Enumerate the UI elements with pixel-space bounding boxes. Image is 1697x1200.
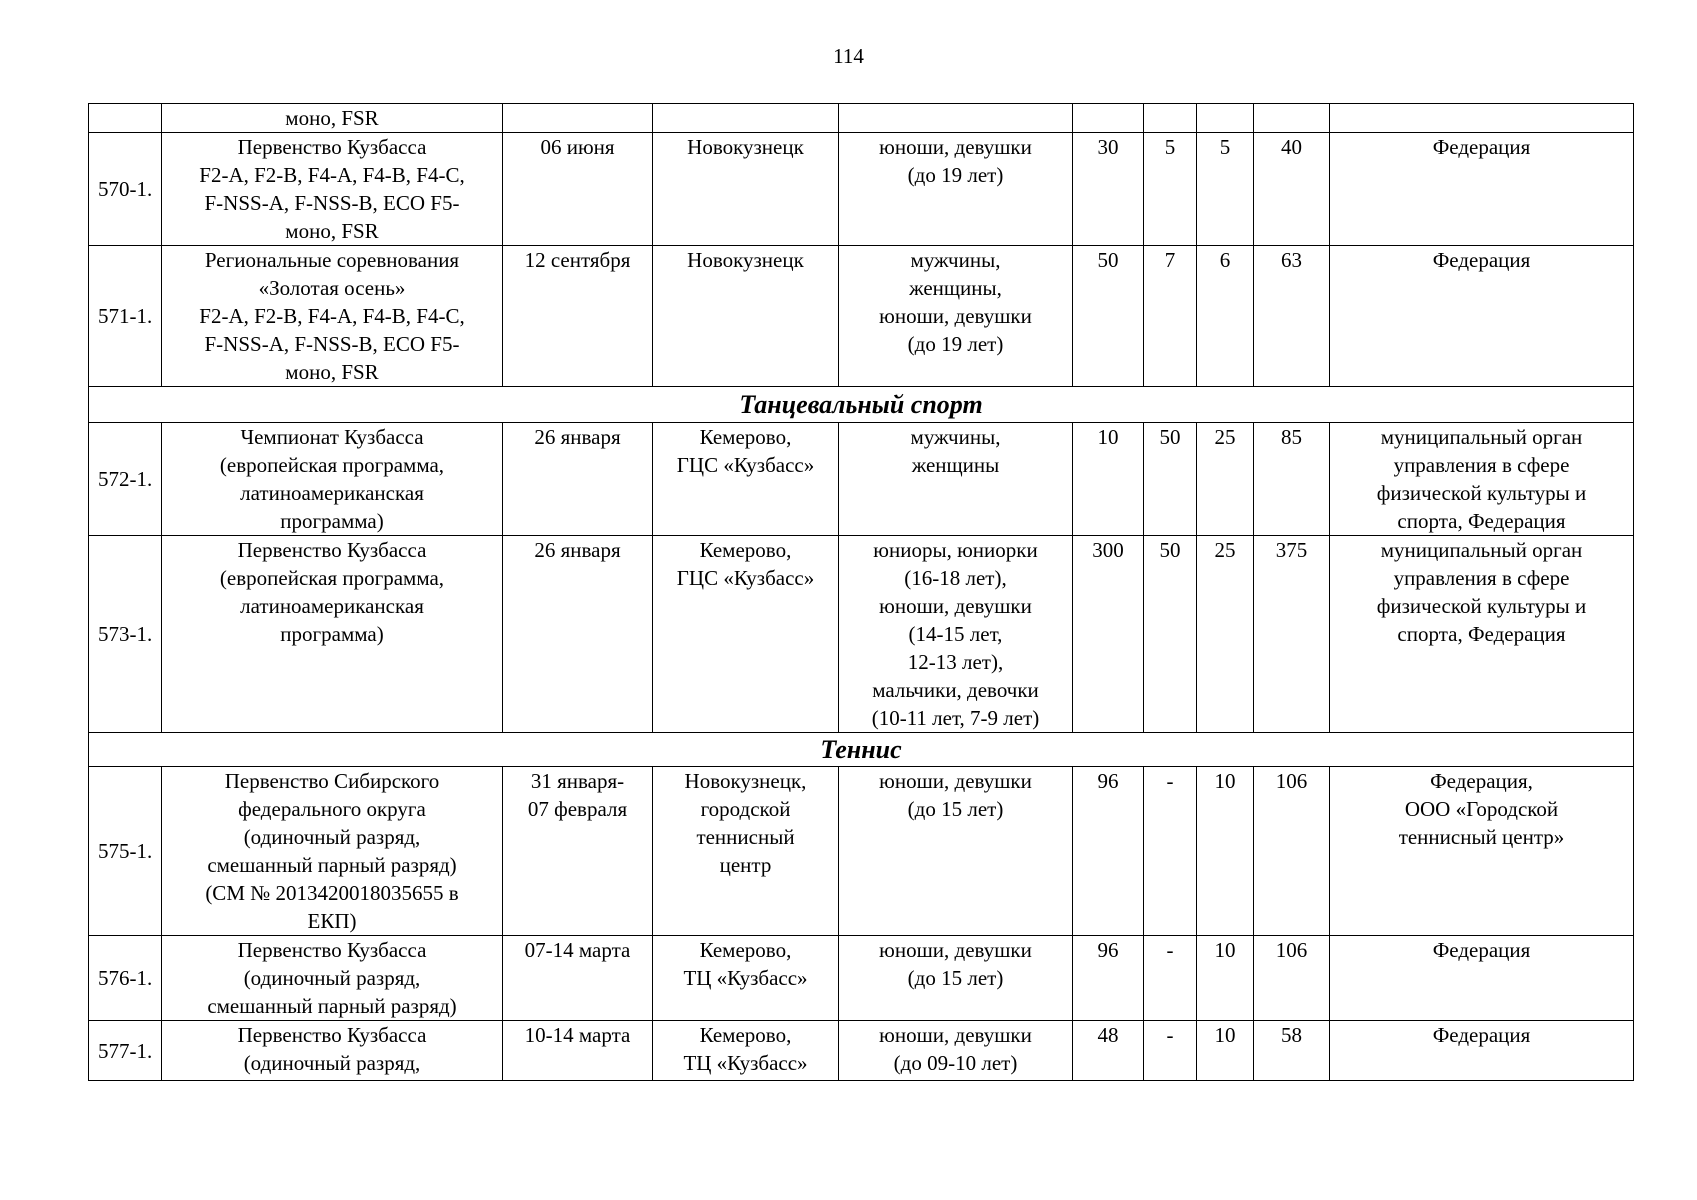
count-third: 6 <box>1197 246 1254 387</box>
count-total: 63 <box>1254 246 1330 387</box>
event-name: Региональные соревнования «Золотая осень» F2-A, F2-B, F4-A, F4-B, F4-C, F-NSS-A, F-NSS-B, ECO F5- моно, FSR <box>162 246 503 387</box>
table-row <box>89 936 1634 1021</box>
event-name: Первенство Сибирского федерального округа (одиночный разряд, смешанный парный разряд) (СМ № 2013420018035655 в ЕКП) <box>162 767 503 936</box>
event-participants <box>839 104 1073 133</box>
event-name: Первенство Кузбасса (одиночный разряд, смешанный парный разряд) <box>162 936 503 1021</box>
event-number: 570-1. <box>89 133 162 246</box>
count-second: 50 <box>1144 536 1197 733</box>
count-second: - <box>1144 767 1197 936</box>
count-second: 7 <box>1144 246 1197 387</box>
event-organizer: муниципальный орган управления в сфере физической культуры и спорта, Федерация <box>1330 536 1634 733</box>
event-organizer: муниципальный орган управления в сфере физической культуры и спорта, Федерация <box>1330 423 1634 536</box>
event-place: Новокузнецк, городской теннисный центр <box>653 767 839 936</box>
event-date: 07-14 марта <box>503 936 653 1021</box>
count-total: 40 <box>1254 133 1330 246</box>
event-organizer: Федерация <box>1330 1021 1634 1081</box>
count-third: 25 <box>1197 536 1254 733</box>
event-place: Новокузнецк <box>653 133 839 246</box>
event-participants: мужчины, женщины <box>839 423 1073 536</box>
count-participants: 50 <box>1073 246 1144 387</box>
event-participants: юноши, девушки (до 09-10 лет) <box>839 1021 1073 1081</box>
section-row <box>89 387 1634 423</box>
count-third: 10 <box>1197 936 1254 1021</box>
event-organizer <box>1330 104 1634 133</box>
event-organizer: Федерация, ООО «Городской теннисный центр» <box>1330 767 1634 936</box>
count-total: 85 <box>1254 423 1330 536</box>
count-total: 106 <box>1254 936 1330 1021</box>
count-second: 50 <box>1144 423 1197 536</box>
section-row <box>89 733 1634 767</box>
event-date: 26 января <box>503 423 653 536</box>
event-number: 571-1. <box>89 246 162 387</box>
event-number: 577-1. <box>89 1021 162 1081</box>
event-place: Новокузнецк <box>653 246 839 387</box>
event-place: Кемерово, ТЦ «Кузбасс» <box>653 1021 839 1081</box>
event-number: 572-1. <box>89 423 162 536</box>
event-date: 31 января- 07 февраля <box>503 767 653 936</box>
event-date: 26 января <box>503 536 653 733</box>
table-row <box>89 767 1634 936</box>
event-name: моно, FSR <box>162 104 503 133</box>
count-second: - <box>1144 936 1197 1021</box>
table-row <box>89 1021 1634 1081</box>
count-participants: 48 <box>1073 1021 1144 1081</box>
page-number: 114 <box>833 44 864 68</box>
count-participants: 96 <box>1073 767 1144 936</box>
count-second <box>1144 104 1197 133</box>
event-date <box>503 104 653 133</box>
event-date: 06 июня <box>503 133 653 246</box>
table-row <box>89 246 1634 387</box>
event-number: 573-1. <box>89 536 162 733</box>
event-place <box>653 104 839 133</box>
event-name: Первенство Кузбасса (европейская программа, латиноамериканская программа) <box>162 536 503 733</box>
count-participants: 30 <box>1073 133 1144 246</box>
event-place: Кемерово, ГЦС «Кузбасс» <box>653 423 839 536</box>
count-participants: 10 <box>1073 423 1144 536</box>
events-table <box>88 103 1634 1081</box>
count-total <box>1254 104 1330 133</box>
table-row <box>89 536 1634 733</box>
event-place: Кемерово, ГЦС «Кузбасс» <box>653 536 839 733</box>
count-second: 5 <box>1144 133 1197 246</box>
count-third: 5 <box>1197 133 1254 246</box>
event-place: Кемерово, ТЦ «Кузбасс» <box>653 936 839 1021</box>
count-third: 10 <box>1197 767 1254 936</box>
event-participants: юниоры, юниорки (16-18 лет), юноши, девушки (14-15 лет, 12-13 лет), мальчики, девочки (10-11 лет, 7-9 лет) <box>839 536 1073 733</box>
section-title: Теннис <box>89 733 1634 767</box>
event-participants: юноши, девушки (до 15 лет) <box>839 936 1073 1021</box>
count-participants: 300 <box>1073 536 1144 733</box>
count-third <box>1197 104 1254 133</box>
count-third: 10 <box>1197 1021 1254 1081</box>
event-name: Первенство Кузбасса F2-A, F2-B, F4-A, F4-B, F4-C, F-NSS-A, F-NSS-B, ECO F5- моно, FSR <box>162 133 503 246</box>
event-date: 12 сентября <box>503 246 653 387</box>
table-row <box>89 133 1634 246</box>
event-participants: юноши, девушки (до 15 лет) <box>839 767 1073 936</box>
event-number: 575-1. <box>89 767 162 936</box>
event-organizer: Федерация <box>1330 936 1634 1021</box>
table-row <box>89 423 1634 536</box>
event-name: Чемпионат Кузбасса (европейская программа, латиноамериканская программа) <box>162 423 503 536</box>
event-participants: юноши, девушки (до 19 лет) <box>839 133 1073 246</box>
count-participants <box>1073 104 1144 133</box>
event-name: Первенство Кузбасса (одиночный разряд, <box>162 1021 503 1081</box>
event-participants: мужчины, женщины, юноши, девушки (до 19 лет) <box>839 246 1073 387</box>
section-title: Танцевальный спорт <box>89 387 1634 423</box>
event-date: 10-14 марта <box>503 1021 653 1081</box>
count-third: 25 <box>1197 423 1254 536</box>
count-total: 375 <box>1254 536 1330 733</box>
event-number <box>89 104 162 133</box>
count-total: 106 <box>1254 767 1330 936</box>
event-number: 576-1. <box>89 936 162 1021</box>
event-organizer: Федерация <box>1330 246 1634 387</box>
count-participants: 96 <box>1073 936 1144 1021</box>
count-total: 58 <box>1254 1021 1330 1081</box>
event-organizer: Федерация <box>1330 133 1634 246</box>
table-row <box>89 104 1634 133</box>
count-second: - <box>1144 1021 1197 1081</box>
